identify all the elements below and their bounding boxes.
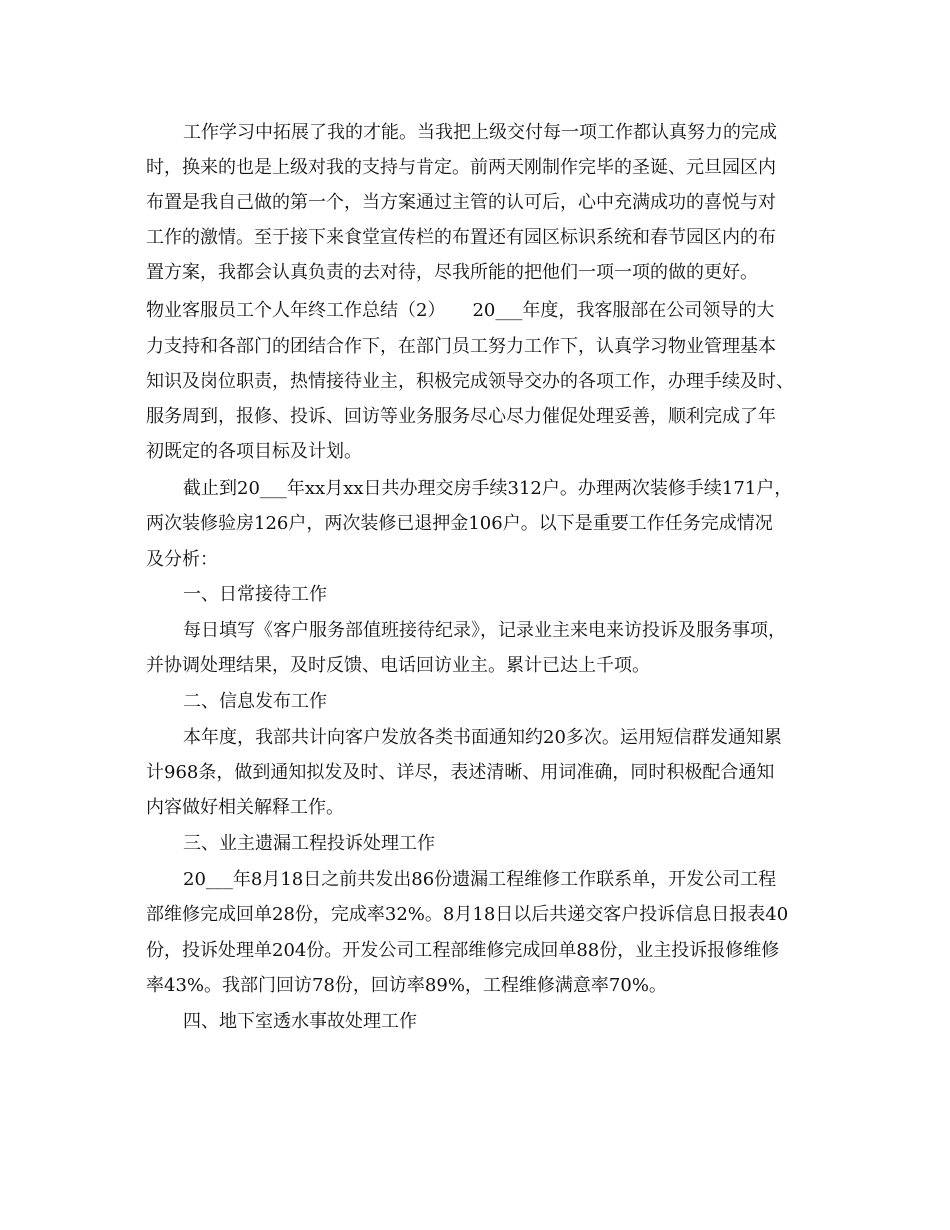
section-heading-1: 一、日常接待工作 [183, 584, 327, 605]
section-heading-3: 三、业主遗漏工程投诉处理工作 [183, 833, 435, 854]
text-line-1: 工作学习中拓展了我的才能。当我把上级交付每一项工作都认真努力的完成 [183, 122, 777, 143]
text-line-7: 力支持和各部门的团结合作下，在部门员工努力工作下，认真学习物业管理基本 [146, 336, 776, 357]
text-line-13: 及分析： [146, 549, 218, 570]
text-line-9: 服务周到，报修、投诉、回访等业务服务尽心尽力催促处理妥善，顺利完成了年 [146, 406, 776, 427]
text-line-6: 物业客服员工个人年终工作总结（2） 20___年度，我客服部在公司领导的大 [146, 300, 775, 321]
text-line-23: 部维修完成回单28份，完成率32%。8月18日以后共递交客户投诉信息日报表40 [146, 904, 789, 925]
text-line-3: 布置是我自己做的第一个，当方案通过主管的认可后，心中充满成功的喜悦与对 [146, 192, 776, 213]
section-heading-4: 四、地下室透水事故处理工作 [183, 1011, 417, 1032]
text-line-8: 知识及岗位职责，热情接待业主，积极完成领导交办的各项工作，办理手续及时、 [146, 371, 794, 392]
text-line-4: 工作的激情。至于接下来食堂宣传栏的布置还有园区标识系统和春节园区内的布 [146, 227, 776, 248]
text-line-10: 初既定的各项目标及计划。 [146, 441, 362, 462]
text-line-2: 时，换来的也是上级对我的支持与肯定。前两天刚制作完毕的圣诞、元旦园区内 [146, 157, 776, 178]
text-line-19: 计968条，做到通知拟发及时、详尽，表述清晰、用词准确，同时积极配合通知 [146, 762, 775, 783]
text-line-12: 两次装修验房126户，两次装修已退押金106户。以下是重要工作任务完成情况 [146, 513, 773, 534]
text-line-16: 并协调处理结果，及时反馈、电话回访业主。累计已达上千项。 [146, 655, 650, 676]
text-line-18: 本年度，我部共计向客户发放各类书面通知约20多次。运用短信群发通知累 [183, 727, 782, 748]
text-line-15: 每日填写《客户服务部值班接待纪录》，记录业主来电来访投诉及服务事项， [183, 620, 786, 641]
section-heading-2: 二、信息发布工作 [183, 691, 327, 712]
text-line-25: 率43%。我部门回访78份，回访率89%，工程维修满意率70%。 [146, 975, 667, 996]
text-line-22: 20___年8月18日之前共发出86份遗漏工程维修工作联系单，开发公司工程 [183, 869, 777, 890]
text-line-5: 置方案，我都会认真负责的去对待，尽我所能的把他们一项一项的做的更好。 [146, 262, 758, 283]
text-line-20: 内容做好相关解释工作。 [146, 797, 344, 818]
text-line-24: 份，投诉处理单204份。开发公司工程部维修完成回单88份，业主投诉报修维修 [146, 940, 780, 961]
text-line-11: 截止到20___年xx月xx日共办理交房手续312户。办理两次装修手续171户， [183, 478, 793, 499]
